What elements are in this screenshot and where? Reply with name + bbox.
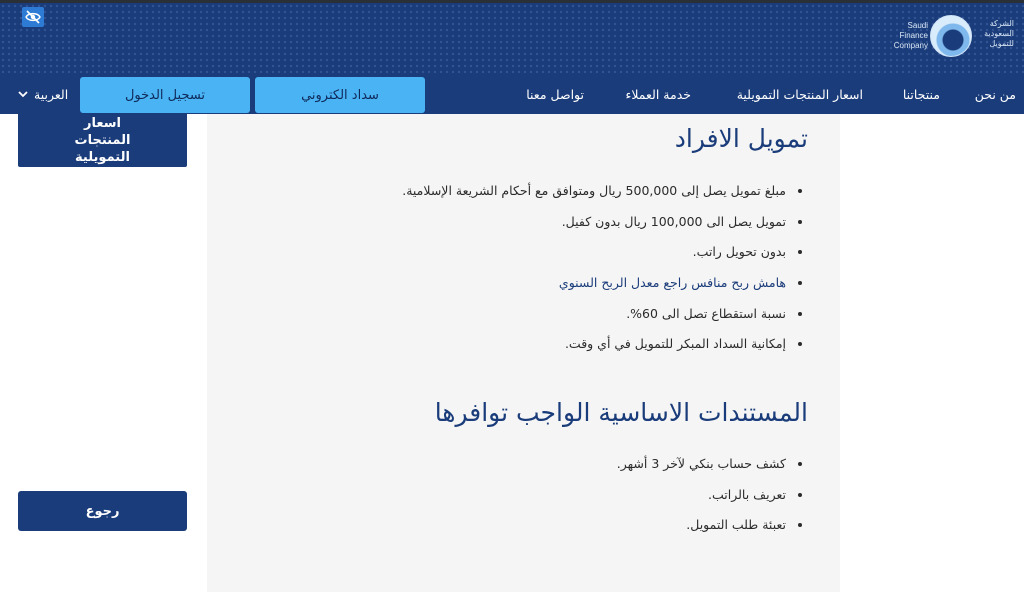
bullet-dot [798, 493, 802, 497]
company-logo[interactable] [884, 15, 1014, 61]
logo-arabic-text: الشركة السعودية للتمويل [984, 19, 1014, 48]
feature-text: بدون تحويل راتب. [692, 244, 786, 259]
nav-item-products[interactable]: منتجاتنا [902, 87, 940, 102]
language-label: العربية [34, 87, 69, 102]
feature-text: تمويل يصل الى 100,000 ريال بدون كفيل. [561, 214, 786, 229]
product-prices-button[interactable]: اسعار المنتجات التمويلية [18, 114, 187, 167]
nav-item-contact[interactable]: تواصل معنا [526, 87, 584, 102]
feature-text: نسبة استقطاع تصل الى 60%. [626, 306, 786, 321]
feature-item [626, 306, 802, 321]
chevron-down-icon [18, 91, 28, 98]
feature-item [559, 275, 802, 290]
bullet-dot [798, 462, 802, 466]
back-button[interactable]: رجوع [18, 491, 187, 531]
e-payment-button[interactable]: سداد الكتروني [255, 77, 425, 113]
documents-title: المستندات الاساسية الواجب توافرها [434, 398, 808, 427]
site-header [0, 3, 1024, 114]
annual-profit-rate-link[interactable]: هامش ربح منافس راجع معدل الربح السنوي [558, 275, 786, 290]
main-nav [0, 73, 1024, 114]
bullet-dot [798, 312, 802, 316]
bullet-dot [798, 189, 802, 193]
login-button[interactable]: تسجيل الدخول [80, 77, 250, 113]
bullet-dot [798, 281, 802, 285]
bullet-dot [798, 220, 802, 224]
language-selector[interactable] [18, 87, 68, 102]
document-text: تعريف بالراتب. [708, 487, 786, 502]
nav-item-customer-service[interactable]: خدمة العملاء [625, 87, 691, 102]
feature-item [402, 183, 802, 198]
header-pattern [0, 3, 1024, 73]
nav-item-product-prices[interactable]: اسعار المنتجات التمويلية [736, 87, 863, 102]
nav-item-about[interactable]: من نحن [974, 87, 1016, 102]
bullet-dot [798, 250, 802, 254]
document-item [686, 517, 802, 532]
feature-item [565, 336, 802, 351]
page-title: تمويل الافراد [674, 124, 808, 153]
feature-item [693, 244, 802, 259]
accessibility-button[interactable] [22, 7, 44, 27]
document-text: كشف حساب بنكي لآخر 3 أشهر. [616, 456, 786, 471]
bullet-dot [798, 342, 802, 346]
feature-text: مبلغ تمويل يصل إلى 500,000 ريال ومتوافق مع أحكام الشريعة الإسلامية. [402, 183, 786, 198]
document-item [617, 456, 802, 471]
logo-english-text: Saudi Finance Company [893, 21, 928, 50]
bullet-dot [798, 523, 802, 527]
document-text: تعبئة طلب التمويل. [686, 517, 786, 532]
feature-item [562, 214, 802, 229]
document-item [708, 487, 802, 502]
logo-mark [930, 15, 972, 57]
eye-slash-icon [25, 10, 41, 24]
feature-text: إمكانية السداد المبكر للتمويل في أي وقت. [564, 336, 786, 351]
